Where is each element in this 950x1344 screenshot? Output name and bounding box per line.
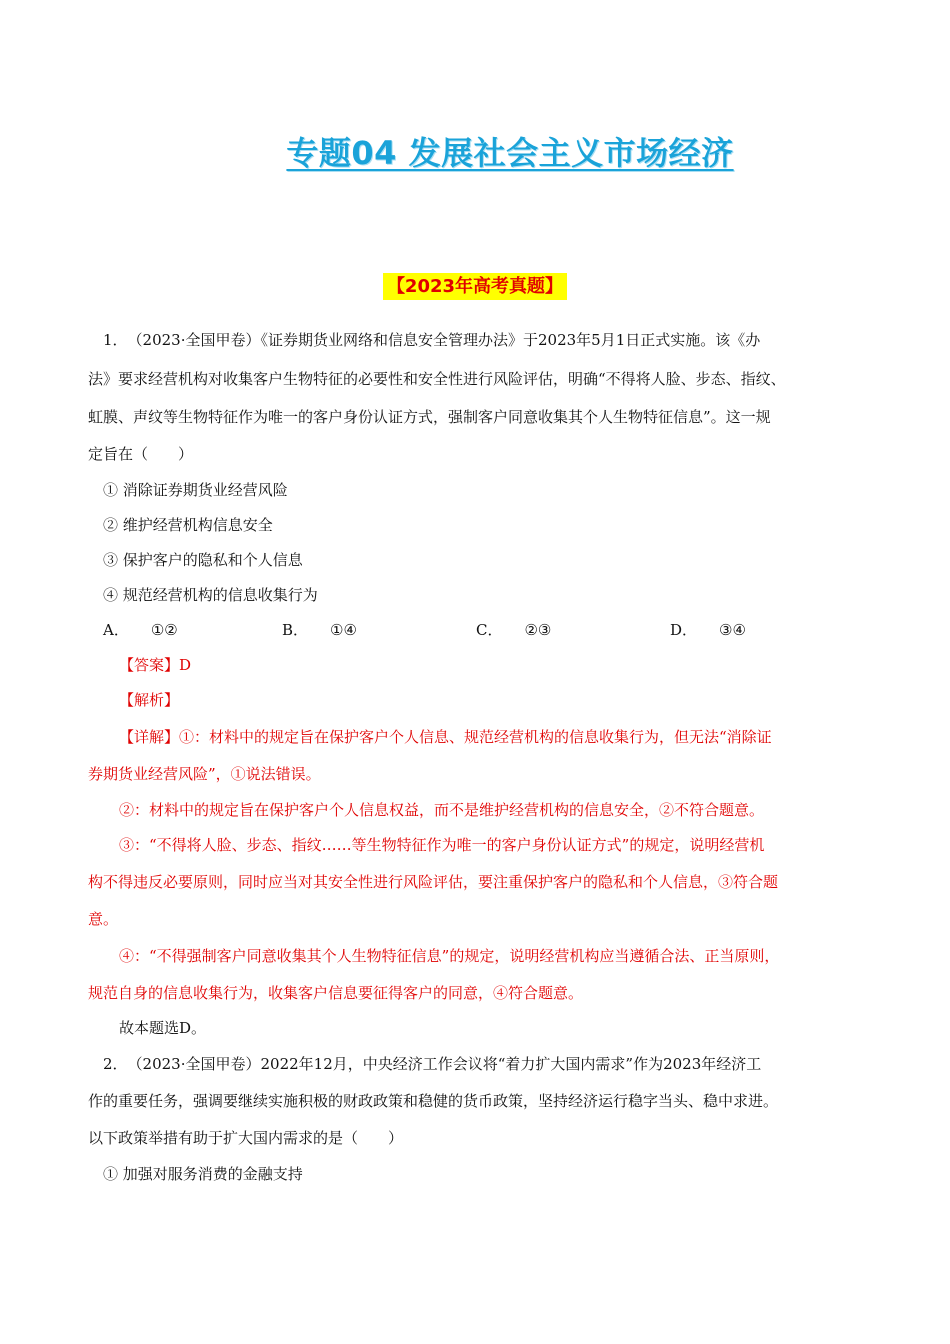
option-value: ③④ [719, 621, 746, 639]
q1-item: ③ 保护客户的隐私和个人信息 [103, 551, 303, 569]
option-value: ①④ [330, 621, 357, 639]
q1-stem-line: 定旨在（ ） [88, 445, 194, 463]
q1-item: ② 维护经营机构信息安全 [103, 516, 273, 534]
q1-option-a [103, 620, 178, 640]
q1-option-b [282, 620, 357, 640]
q2-stem-line: 2． （2023·全国甲卷）2022年12月，中央经济工作会议将“着力扩大国内需求”作为2023年经济工 [103, 1055, 762, 1073]
q1-item: ① 消除证券期货业经营风险 [103, 481, 288, 499]
option-label: A． [103, 621, 129, 639]
option-label: B． [282, 621, 309, 639]
q1-detail-line: 构不得违反必要原则，同时应当对其安全性进行风险评估，要注重保护客户的隐私和个人信息，③符合题 [88, 873, 779, 891]
q2-stem-line: 以下政策举措有助于扩大国内需求的是（ ） [88, 1129, 404, 1147]
q1-item: ④ 规范经营机构的信息收集行为 [103, 586, 318, 604]
q1-detail-line: ④：“不得强制客户同意收集其个人生物特征信息”的规定，说明经营机构应当遵循合法、正当原则， [119, 947, 780, 965]
page-title: 专题04 发展社会主义市场经济 [286, 134, 734, 172]
q1-stem-line: 虹膜、声纹等生物特征作为唯一的客户身份认证方式，强制客户同意收集其个人生物特征信息”。这一规 [88, 408, 771, 426]
q1-detail-line: ②：材料中的规定旨在保护客户个人信息权益，而不是维护经营机构的信息安全，②不符合题意。 [119, 801, 765, 819]
q1-stem-line: 法》要求经营机构对收集客户生物特征的必要性和安全性进行风险评估，明确“不得将人脸、步态、指纹、 [88, 370, 786, 388]
section-header [0, 272, 950, 298]
option-label: D． [670, 621, 698, 639]
option-value: ①② [150, 621, 178, 639]
q1-option-d [670, 620, 746, 640]
q1-detail-line: 【详解】①：材料中的规定旨在保护客户个人信息、规范经营机构的信息收集行为，但无法“消除证 [119, 728, 772, 746]
q1-detail-line: 券期货业经营风险”，①说法错误。 [88, 765, 321, 783]
q1-detail-line: 规范自身的信息收集行为，收集客户信息要征得客户的同意，④符合题意。 [88, 984, 584, 1002]
q2-stem-line: 作的重要任务，强调要继续实施积极的财政政策和稳健的货币政策，坚持经济运行稳字当头、稳中求进。 [88, 1092, 779, 1110]
q1-detail-line: 意。 [88, 910, 119, 928]
q2-item: ① 加强对服务消费的金融支持 [103, 1165, 303, 1183]
q1-analysis-label: 【解析】 [119, 691, 180, 709]
section-header-label: 【2023年高考真题】 [383, 273, 567, 300]
q1-option-c [476, 620, 551, 640]
q1-answer: 【答案】D [119, 656, 192, 674]
q1-detail-line: ③：“不得将人脸、步态、指纹……等生物特征作为唯一的客户身份认证方式”的规定，说明经营机 [119, 836, 765, 854]
q1-stem-line: 1． （2023·全国甲卷）《证券期货业网络和信息安全管理办法》于2023年5月1日正式实施。该《办 [103, 331, 761, 349]
option-label: C． [476, 621, 503, 639]
option-value: ②③ [524, 621, 552, 639]
q1-conclusion: 故本题选D。 [119, 1019, 207, 1037]
